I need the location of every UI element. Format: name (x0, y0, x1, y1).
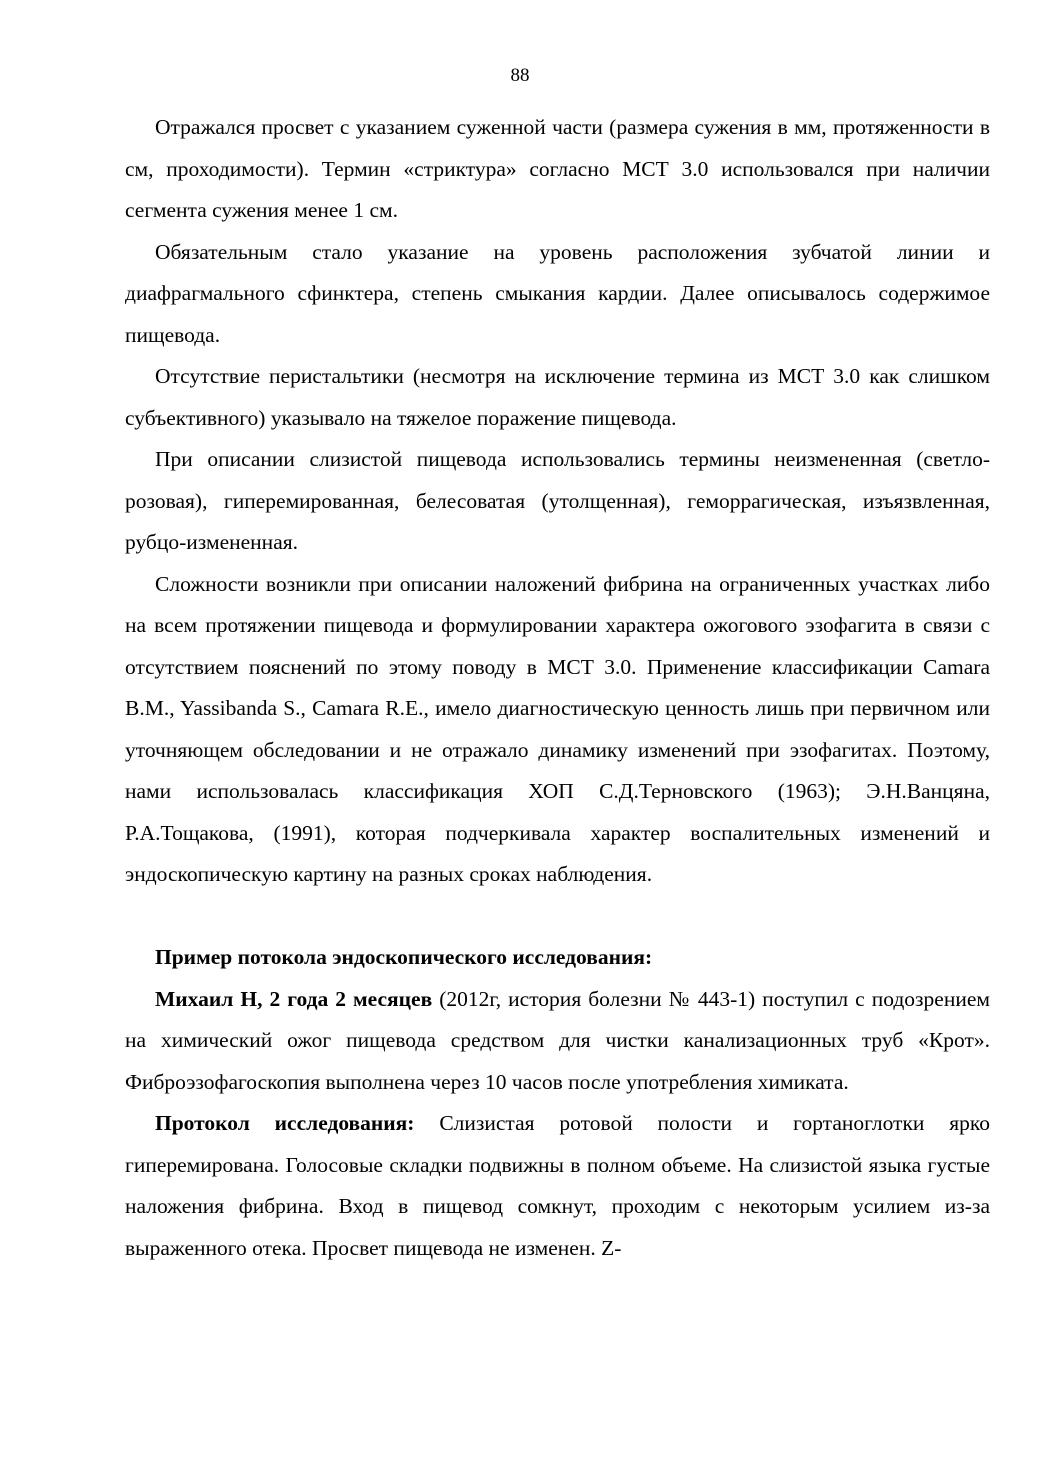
paragraph-protocol (125, 1103, 990, 1269)
paragraph-classification: Сложности возникли при описании наложений фибрина на ограниченных участках либо на всем протяжении пищевода и формулировании характера ожогового эзофагита в связи с отсутствием пояснений по этому поводу в МСТ 3.0. Применение классификации Camara B.M., Yassibanda S., Camara R.E., имело диагностическую ценность лишь при первичном или уточняющем обследовании и не отражало динамику изменений при эзофагитах. Поэтому, нами использовалась классификация ХОП С.Д.Терновского (1963); Э.Н.Ванцяна, Р.А.Тощакова, (1991), которая подчеркивала характер воспалительных изменений и эндоскопическую картину на разных сроках наблюдения. (125, 571, 990, 886)
example-heading: Пример потокола эндоскопического исследования: (155, 945, 653, 969)
patient-name: Михаил Н, 2 года 2 месяцев (155, 986, 433, 1011)
paragraph-z-line: Обязательным стало указание на уровень расположения зубчатой линии и диафрагмального сфинктера, степень смыкания кардии. Далее описывалось содержимое пищевода. (125, 239, 990, 347)
section-gap (125, 896, 990, 938)
paragraph-peristalsis: Отсутствие перистальтики (несмотря на исключение термина из МСТ 3.0 как слишком субъективного) указывало на тяжелое поражение пищевода. (125, 364, 990, 430)
patient-text: (2012г, история болезни № 443-1) поступил с подозрением на химический ожог пищевода средством для чистки канализационных труб «Крот». Фиброэзофагоскопия выполнена через 10 часов после употребления химиката. (125, 986, 990, 1094)
paragraph-mucosa-terms: При описании слизистой пищевода использовались термины неизмененная (светло-розовая), гиперемированная, белесоватая (утолщенная), геморрагическая, изъязвленная, рубцо-измененная. (125, 447, 990, 554)
protocol-text: Слизистая ротовой полости и гортаноглотки ярко гиперемирована. Голосовые складки подвижны в полном объеме. На слизистой языка густые наложения фибрина. Вход в пищевод сомкнут, проходим с некоторым усилием из-за выраженного отека. Просвет пищевода не изменен. Z- (125, 1111, 990, 1260)
body-text (125, 107, 990, 1269)
paragraph-lumen: Отражался просвет с указанием суженной части (размера сужения в мм, протяженности в см, проходимости). Термин «стриктура» согласно МСТ 3.0 использовался при наличии сегмента сужения менее 1 см. (125, 115, 990, 222)
paragraph-patient (125, 979, 990, 1104)
protocol-label: Протокол исследования: (155, 1111, 415, 1135)
page-number: 88 (510, 65, 530, 86)
